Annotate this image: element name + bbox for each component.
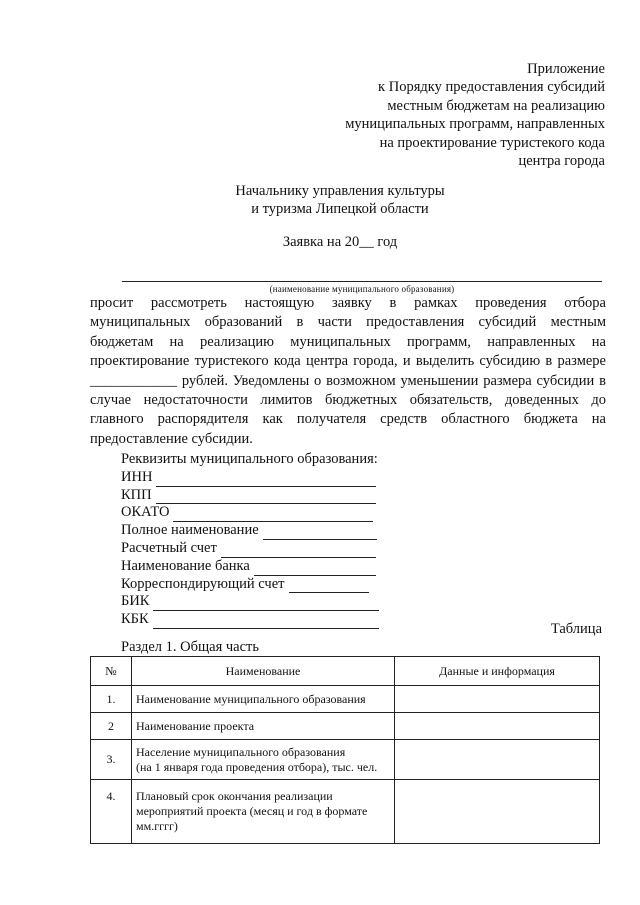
section-title: Раздел 1. Общая часть [121, 639, 259, 655]
requisite-full-name [121, 522, 379, 540]
row-value-cell [395, 740, 600, 780]
requisite-blank [221, 544, 376, 558]
request-title: Заявка на 20__ год [282, 234, 398, 250]
appendix-line: местным бюджетам на реализацию [387, 97, 605, 114]
row-name: Наименование проекта [132, 713, 395, 740]
requisite-label: Корреспондирующий счет [121, 575, 285, 592]
requisite-bank [121, 558, 379, 576]
requisite-blank [254, 562, 376, 576]
row-number: 3. [91, 740, 132, 780]
row-name-line: Население муниципального образования [136, 744, 346, 759]
request-body [90, 294, 606, 449]
addressee-line: и туризма Липецкой области [251, 201, 429, 218]
requisite-bik [121, 593, 379, 611]
requisite-blank [153, 615, 379, 629]
requisite-label: ОКАТО [121, 504, 170, 521]
table-row [91, 713, 600, 740]
municipality-name-line [122, 281, 602, 282]
table-header-row [91, 657, 600, 686]
table-label: Таблица [550, 621, 602, 637]
row-name [132, 780, 395, 844]
column-header-number: № [91, 657, 132, 686]
requisite-label: Полное наименование [121, 522, 259, 539]
requisite-blank [156, 490, 376, 504]
row-value-cell [395, 780, 600, 844]
table-row [91, 740, 600, 780]
row-number: 1. [91, 686, 132, 713]
row-name-line: мероприятий проекта (месяц и год в формате [136, 804, 368, 818]
requisite-label: Расчетный счет [121, 539, 217, 556]
row-name-line: мм.гггг) [136, 819, 178, 833]
requisites-heading: Реквизиты муниципального образования: [121, 451, 378, 467]
row-number: 2 [91, 713, 132, 740]
requisite-okato [121, 504, 379, 522]
requisite-blank [263, 526, 377, 540]
requisites-block [121, 451, 379, 629]
requisite-kpp [121, 487, 379, 505]
requisite-blank [173, 508, 373, 522]
addressee-block [0, 182, 640, 219]
municipality-name-caption: (наименование муниципального образования) [269, 284, 455, 294]
column-header-name: Наименование [132, 657, 395, 686]
table-row [91, 780, 600, 844]
requisite-blank [153, 597, 379, 611]
appendix-line: центра города [518, 153, 605, 170]
requisite-label: КПП [121, 486, 152, 503]
table-row [91, 686, 600, 713]
requisite-kbk [121, 611, 379, 629]
appendix-line: к Порядку предоставления субсидий [378, 79, 605, 96]
request-paragraph: просит рассмотреть настоящую заявку в рамках проведения отбора муниципальных образований в части предоставления субсидий местным бюджетам на реализацию муниципальных программ, направленных на проектирование туристекого кода центра города, и выделить субсидию в размере ____________ рублей. Уведомлены о возможном уменьшении размера субсидии в случае недостаточности лимитов бюджетных обязательств, доведенных до главного распорядителя как получателя средств областного бюджета на предоставление субсидии. [90, 295, 606, 447]
row-name-line: (на 1 января года проведения отбора), тыс. чел. [136, 759, 378, 774]
column-header-data: Данные и информация [395, 657, 600, 686]
row-number: 4. [91, 780, 132, 844]
requisite-label: Наименование банка [121, 557, 250, 574]
requisite-blank [289, 579, 369, 593]
row-value-cell [395, 713, 600, 740]
requisite-label: КБК [121, 611, 149, 628]
row-name-line: Плановый срок окончания реализации [136, 789, 333, 803]
row-name [132, 740, 395, 780]
appendix-line: на проектирование туристекого кода [379, 134, 605, 151]
requisite-blank [156, 473, 376, 487]
requisite-account [121, 540, 379, 558]
appendix-line: Приложение [527, 61, 605, 77]
appendix-line: муниципальных программ, направленных [345, 116, 605, 133]
addressee-line: Начальнику управления культуры [235, 183, 445, 199]
row-value-cell [395, 686, 600, 713]
general-info-table [90, 656, 600, 844]
requisite-inn [121, 469, 379, 487]
row-name: Наименование муниципального образования [132, 686, 395, 713]
requisite-corr-account [121, 576, 379, 594]
appendix-header [285, 60, 605, 170]
requisite-label: БИК [121, 593, 150, 610]
requisite-label: ИНН [121, 468, 153, 485]
